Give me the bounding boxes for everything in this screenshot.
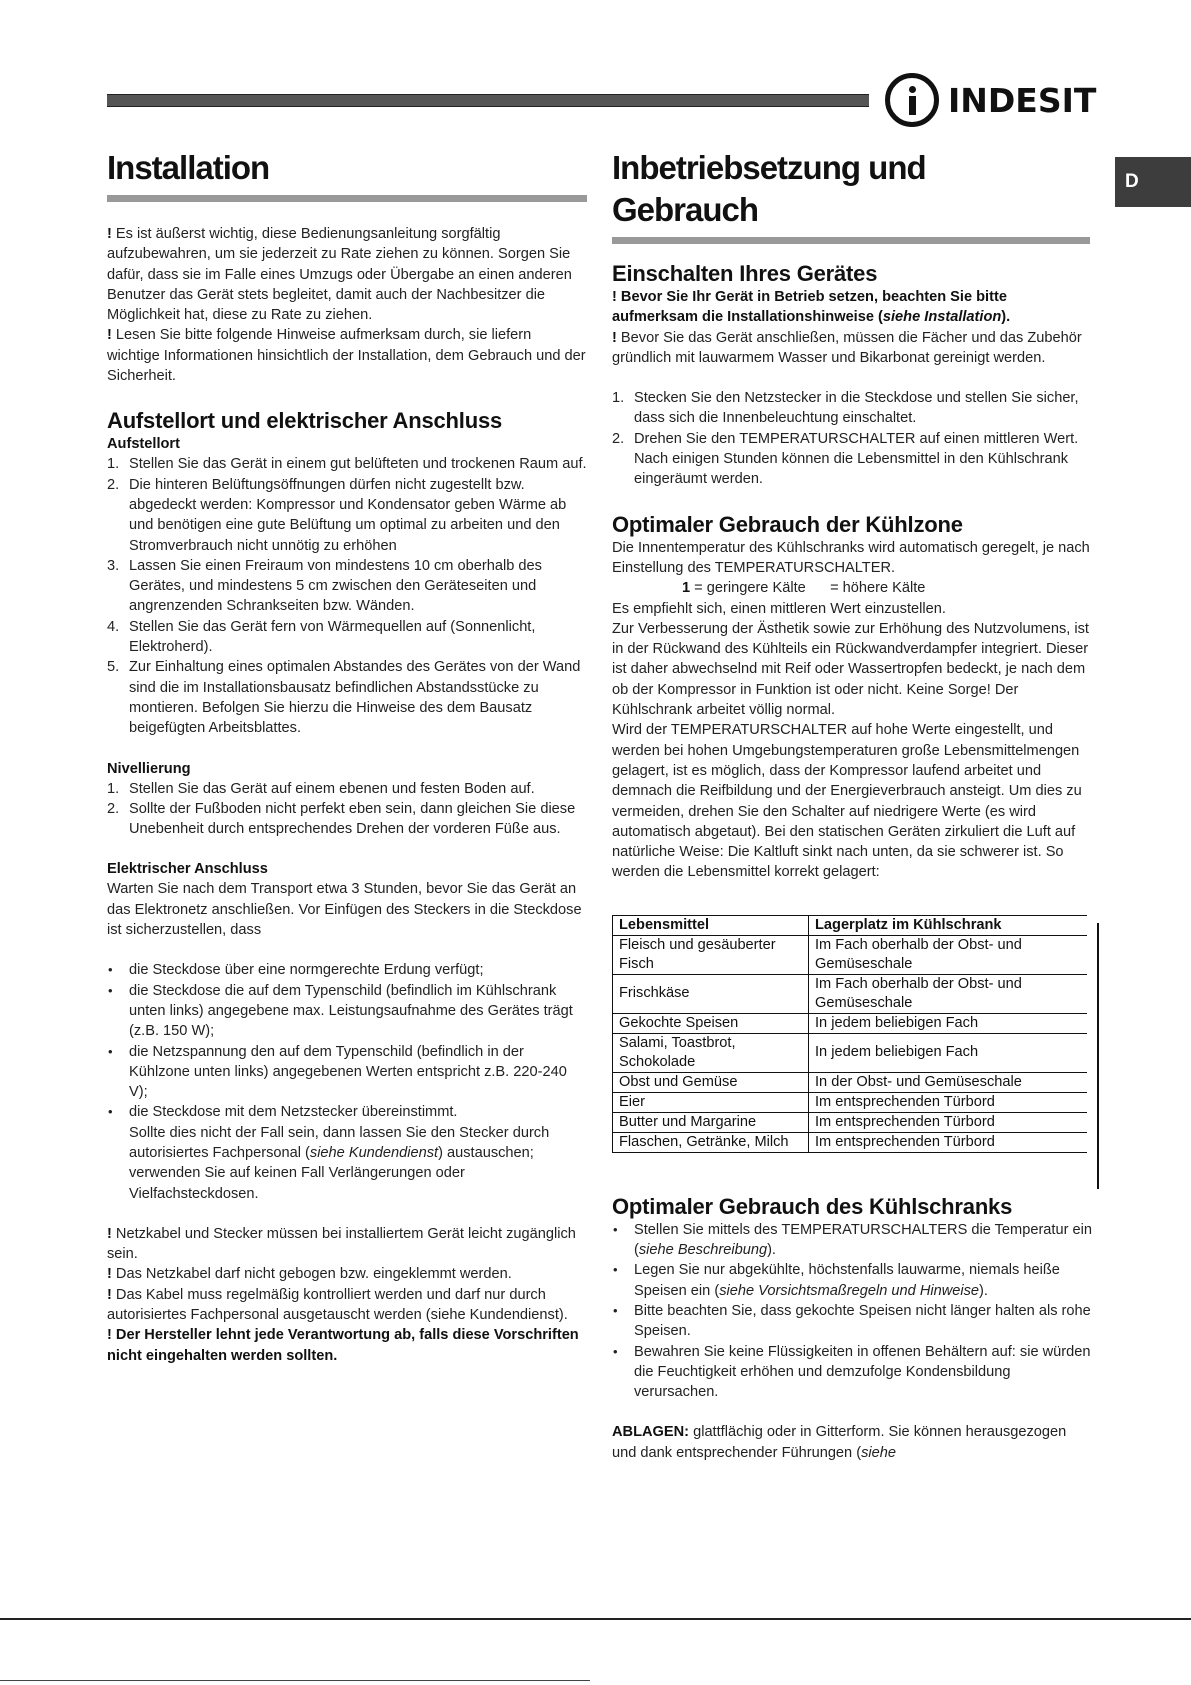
list-item: 2. Die hinteren Belüftungsöffnungen dürfen nicht zugestellt bzw. abgedeckt werden: Kompressor und Kondensator geben Wärme ab und benötigen eine gute Belüftung um optimal zu arbeiten und den Stromverbrauch nicht unnötig zu erhöhen bbox=[107, 476, 567, 554]
heading-kuehlschrank: Optimaler Gebrauch des Kühlschranks bbox=[612, 1193, 1013, 1219]
table-cell: Frischkäse bbox=[613, 974, 809, 1013]
brand-name: INDESIT bbox=[948, 80, 1097, 120]
table-cell: Im entsprechenden Türbord bbox=[809, 1112, 1088, 1132]
column-header: Lagerplatz im Kühlschrank bbox=[809, 915, 1088, 935]
manufacturer-disclaimer: ! Der Hersteller lehnt jede Verantwortung ab, falls diese Vorschriften nicht eingehalten werden sollten. bbox=[107, 1327, 579, 1364]
table-cell: Im Fach oberhalb der Obst- und Gemüseschale bbox=[809, 935, 1088, 974]
list-item: 2. Drehen Sie den TEMPERATURSCHALTER auf einen mittleren Wert. Nach einigen Stunden können die Lebensmittel in den Kühlschrank eingeräumt werden. bbox=[612, 430, 1079, 488]
right-column bbox=[612, 147, 1092, 1463]
heading-einschalten: Einschalten Ihres Gerätes bbox=[612, 261, 878, 286]
title-rule bbox=[107, 195, 587, 202]
list-item: 1. Stecken Sie den Netzstecker in die Steckdose und stellen Sie sicher, dass sich die Innenbeleuchtung einschaltet. bbox=[612, 390, 1079, 427]
footer-rule bbox=[0, 1618, 1191, 1620]
kuehlzone-p3: Zur Verbesserung der Ästhetik sowie zur Erhöhung des Nutzvolumens, ist in der Rückwand des Kühlteils ein Rückwandverdampfer integriert. Dieser ist daher abwechselnd mit Reif oder Wassertropfen bedeckt, je nach dem ob der Kompressor in Funktion ist oder nicht. Keine Sorge! Der Kühlschrank arbeitet völlig normal. bbox=[612, 620, 1089, 719]
table-cell: In der Obst- und Gemüseschale bbox=[809, 1072, 1088, 1092]
list-item: 3. Lassen Sie einen Freiraum von mindestens 10 cm oberhalb des Gerätes, und mindestens 5 cm zwischen den Geräteseiten und angrenzenden Schrankseiten bzw. Wänden. bbox=[107, 557, 542, 615]
inbetriebsetzung-title-line2: Gebrauch bbox=[612, 191, 759, 228]
header-rule bbox=[107, 94, 869, 107]
brand-logo bbox=[885, 70, 1096, 130]
einschalten-bold-note: ! Bevor Sie Ihr Gerät in Betrieb setzen, beachten Sie bitte aufmerksam die Installationshinweise (siehe Installation). bbox=[612, 289, 1011, 326]
subheading-aufstellort: Aufstellort bbox=[107, 436, 180, 453]
language-tab: D bbox=[1115, 157, 1191, 207]
table-cell: Obst und Gemüse bbox=[613, 1072, 809, 1092]
table-row bbox=[613, 1033, 1088, 1072]
table-cell: Butter und Margarine bbox=[613, 1112, 809, 1132]
list-item: • die Steckdose die auf dem Typenschild (befindlich im Kühlschrank unten links) angegebene max. Leistungsaufnahme des Gerätes trägt (z.B. 150 W); bbox=[108, 982, 573, 1040]
storage-table bbox=[612, 915, 1087, 1153]
warning-paragraph: ! Das Netzkabel darf nicht gebogen bzw. eingeklemmt werden. bbox=[107, 1266, 512, 1283]
list-item: 1. Stellen Sie das Gerät auf einem ebenen und festen Boden auf. bbox=[107, 780, 535, 797]
table-cell: In jedem beliebigen Fach bbox=[809, 1013, 1088, 1033]
list-item: • Bitte beachten Sie, dass gekochte Speisen nicht länger halten als rohe Speisen. bbox=[613, 1302, 1091, 1340]
table-row bbox=[613, 1092, 1088, 1112]
einschalten-list bbox=[612, 388, 1092, 489]
table-cell: Im entsprechenden Türbord bbox=[809, 1132, 1088, 1152]
table-cell: Im Fach oberhalb der Obst- und Gemüseschale bbox=[809, 974, 1088, 1013]
table-cell: Flaschen, Getränke, Milch bbox=[613, 1132, 809, 1152]
list-item: 1. Stellen Sie das Gerät in einem gut belüfteten und trockenen Raum auf. bbox=[107, 456, 587, 473]
table-row bbox=[613, 1013, 1088, 1033]
left-column bbox=[107, 147, 587, 1366]
table-cell: Im entsprechenden Türbord bbox=[809, 1092, 1088, 1112]
kuehlzone-p4: Wird der TEMPERATURSCHALTER auf hohe Werte eingestellt, und werden bei hohen Umgebungstemperaturen große Lebensmittelmengen gelagert, ist es möglich, dass der Kompressor laufend arbeitet und demnach die Reifbildung und der Energieverbrauch ansteigt. Um dies zu vermeiden, drehen Sie den Schalter auf niedrigere Werte (es wird automatisch abgetaut). Bei den statischen Geräten zirkuliert die Luft auf natürliche Weise: Die Kaltluft sinkt nach unten, da sie schwerer ist. So werden die Lebensmittel korrekt gelagert: bbox=[612, 722, 1082, 881]
list-item: • die Steckdose über eine normgerechte Erdung verfügt; bbox=[108, 962, 484, 979]
table-cell: In jedem beliebigen Fach bbox=[809, 1033, 1088, 1072]
title-rule bbox=[612, 237, 1090, 244]
table-row bbox=[613, 974, 1088, 1013]
subheading-elektrisch: Elektrischer Anschluss bbox=[107, 861, 268, 878]
table-row bbox=[613, 1112, 1088, 1132]
elektrisch-followup: Sollte dies nicht der Fall sein, dann lassen Sie den Stecker durch autorisiertes Fachpersonal (siehe Kundendienst) austauschen; verwenden Sie auf keinen Fall Verlängerungen oder Vielfachsteckdosen. bbox=[129, 1124, 550, 1202]
table-edge-line bbox=[1097, 923, 1099, 1189]
inbetriebsetzung-title-line1: Inbetriebsetzung und bbox=[612, 149, 926, 186]
warning-paragraph: ! Netzkabel und Stecker müssen bei installiertem Gerät leicht zugänglich sein. bbox=[107, 1225, 576, 1263]
list-item: • die Netzspannung den auf dem Typenschild (befindlich in der Kühlzone unten links) angegebenen Werten entspricht z.B. 220-240 V); bbox=[108, 1043, 567, 1101]
table-cell: Salami, Toastbrot, Schokolade bbox=[613, 1033, 809, 1072]
elektrisch-intro: Warten Sie nach dem Transport etwa 3 Stunden, bevor Sie das Gerät an das Elektronetz anschließen. Vor Einfügen des Steckers in die Steckdose ist sicherzustellen, dass bbox=[107, 881, 582, 939]
list-item: • die Steckdose mit dem Netzstecker übereinstimmt. bbox=[108, 1104, 458, 1121]
warning-paragraph: ! Das Kabel muss regelmäßig kontrolliert werden und darf nur durch autorisiertes Fachpersonal ausgetauscht werden (siehe Kundendienst). bbox=[107, 1286, 568, 1324]
kuehlzone-p2: Es empfiehlt sich, einen mittleren Wert einzustellen. bbox=[612, 600, 946, 617]
column-header: Lebensmittel bbox=[613, 915, 809, 935]
footer-rule-secondary bbox=[0, 1680, 590, 1681]
warnings-block bbox=[107, 1224, 587, 1366]
temperature-scale: 1 = geringere Kälte = höhere Kälte bbox=[682, 580, 926, 597]
kuehlschrank-bullets bbox=[612, 1220, 1092, 1403]
intro-block bbox=[107, 224, 587, 386]
table-row bbox=[613, 1132, 1088, 1152]
subheading-nivellierung: Nivellierung bbox=[107, 760, 191, 777]
table-cell: Fleisch und gesäuberter Fisch bbox=[613, 935, 809, 974]
kuehlzone-p1: Die Innentemperatur des Kühlschranks wird automatisch geregelt, je nach Einstellung des TEMPERATURSCHALTER. bbox=[612, 539, 1090, 576]
intro-paragraph: ! Lesen Sie bitte folgende Hinweise aufmerksam durch, sie liefern wichtige Informationen hinsichtlich der Installation, dem Gebrauch und der Sicherheit. bbox=[107, 327, 586, 385]
section-heading-aufstellort: Aufstellort und elektrischer Anschluss bbox=[107, 408, 503, 434]
list-item: 2. Sollte der Fußboden nicht perfekt eben sein, dann gleichen Sie diese Unebenheit durch entsprechendes Drehen der vorderen Füße aus. bbox=[107, 800, 576, 838]
elektrisch-bullets bbox=[107, 960, 587, 1122]
ablagen-paragraph: ABLAGEN: glattflächig oder in Gitterform. Sie können herausgezogen und dank entsprechender Führungen (siehe bbox=[612, 1424, 1067, 1461]
table-cell: Gekochte Speisen bbox=[613, 1013, 809, 1033]
table-row bbox=[613, 1072, 1088, 1092]
intro-paragraph: ! Es ist äußerst wichtig, diese Bedienungsanleitung sorgfältig aufzubewahren, um sie jederzeit zu Rate ziehen zu können. Sorgen Sie dafür, dass sie im Falle eines Umzugs oder Übergabe an einen anderen Benutzer das Gerät stets begleitet, damit auch der Nachbesitzer die Möglichkeit hat, diese zu Rate zu ziehen. bbox=[107, 226, 572, 324]
installation-title: Installation bbox=[107, 149, 270, 186]
nivellierung-list bbox=[107, 779, 587, 840]
storage-table-wrap bbox=[612, 915, 1092, 1153]
table-header-row bbox=[613, 915, 1088, 935]
list-item: • Stellen Sie mittels des TEMPERATURSCHALTERS die Temperatur ein (siehe Beschreibung). bbox=[613, 1221, 1092, 1259]
list-item: 4. Stellen Sie das Gerät fern von Wärmequellen auf (Sonnenlicht, Elektroherd). bbox=[107, 618, 536, 656]
table-row bbox=[613, 935, 1088, 974]
aufstellort-list bbox=[107, 454, 587, 738]
indesit-logo-icon bbox=[885, 73, 939, 127]
list-item: 5. Zur Einhaltung eines optimalen Abstandes des Gerätes von der Wand sind die im Installationsbausatz befindlichen Abstandsstücke zu montieren. Befolgen Sie hierzu die Hinweise des dem Bausatz beigefügten Arbeitsblattes. bbox=[107, 659, 581, 737]
heading-kuehlzone: Optimaler Gebrauch der Kühlzone bbox=[612, 511, 963, 537]
list-item: • Legen Sie nur abgekühlte, höchstenfalls lauwarme, niemals heiße Speisen ein (siehe Vorsichtsmaßregeln und Hinweise). bbox=[613, 1262, 1060, 1299]
einschalten-note: ! Bevor Sie das Gerät anschließen, müssen die Fächer und das Zubehör gründlich mit lauwarmem Wasser und Bikarbonat gereinigt werden. bbox=[612, 329, 1082, 366]
list-item: • Bewahren Sie keine Flüssigkeiten in offenen Behältern auf: sie würden die Feuchtigkeit erhöhen und demzufolge Kondensbildung verursachen. bbox=[613, 1343, 1091, 1401]
table-cell: Eier bbox=[613, 1092, 809, 1112]
